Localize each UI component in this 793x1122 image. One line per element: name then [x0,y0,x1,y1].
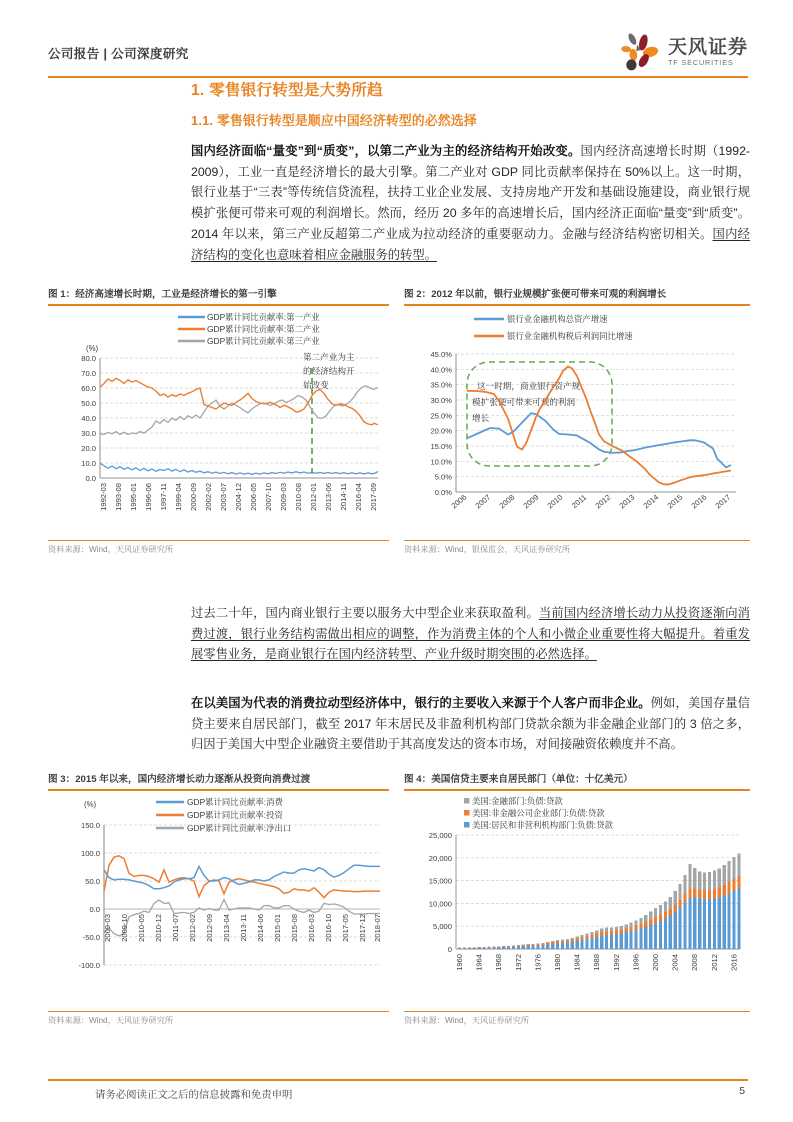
svg-text:银行业金融机构总资产增速: 银行业金融机构总资产增速 [507,313,608,324]
svg-text:2010: 2010 [545,492,565,510]
svg-text:2009-03: 2009-03 [103,913,112,942]
svg-text:20,000: 20,000 [428,853,452,863]
chart-3-yaxis-labels [78,821,100,970]
footer-divider [48,1079,748,1081]
figure-2 [404,286,750,555]
svg-text:1964: 1964 [474,953,484,971]
svg-text:(%): (%) [86,343,99,353]
svg-text:1995-01: 1995-01 [129,482,138,511]
breadcrumb: 公司报告 | 公司深度研究 [48,47,189,61]
svg-text:30.0%: 30.0% [430,395,452,405]
svg-text:40.0: 40.0 [81,413,96,423]
svg-text:(%): (%) [84,799,97,809]
chart-2-series-assets [467,413,731,467]
svg-text:0: 0 [447,944,452,954]
svg-text:15,000: 15,000 [428,876,452,886]
paragraph-3-body: 例如，美国存量信贷主要来自居民部门，截至 2017 年末居民及非盈利机构部门贷款余额为非金融企业部门的 3 倍之多，归因于美国大中型企业融资主要借助于其高度发达的资本市场，对间接融资依赖度并不高。 [191,696,750,752]
svg-text:1999-04: 1999-04 [174,482,183,511]
paragraph-1 [191,141,750,265]
chart-2-legend [474,314,633,341]
figure-2-label: 图 2： [404,289,432,300]
figure-3-label: 图 3： [48,774,76,785]
svg-text:美国:非金融公司企业部门:负债:贷款: 美国:非金融公司企业部门:负债:贷款 [472,807,605,818]
svg-text:2016: 2016 [729,953,739,971]
chart-3-xaxis-labels [103,914,382,942]
svg-text:20.0: 20.0 [81,443,96,453]
page-header [48,30,748,76]
svg-text:0.0: 0.0 [89,904,100,914]
svg-text:1960: 1960 [455,953,464,971]
paragraph-1-underlined: 国内经济结构的变化也意味着相应金融服务的转型。 [191,226,750,262]
svg-text:5.0%: 5.0% [434,472,452,482]
svg-text:2016-03: 2016-03 [307,913,316,942]
figure-2-source: 资料来源：Wind，银保监会，天风证券研究所 [404,540,750,555]
paragraph-1-lead: 国内经济面临“量变”到“质变”，以第二产业为主的经济结构开始改变。 [191,144,581,158]
chart-3-grid [104,822,380,965]
svg-text:2013-06: 2013-06 [324,482,333,511]
svg-text:2002-02: 2002-02 [204,482,213,511]
svg-text:2009-03: 2009-03 [279,482,288,511]
svg-text:2010-05: 2010-05 [137,913,146,942]
svg-text:-50.0: -50.0 [82,932,100,942]
chart-4-canvas [404,791,750,1009]
svg-text:2000-09: 2000-09 [189,482,198,511]
chart-1-series-primary [100,463,378,474]
svg-text:1996: 1996 [631,953,641,971]
svg-text:45.0%: 45.0% [430,349,452,359]
svg-text:2009-10: 2009-10 [120,913,129,942]
svg-text:第二产业为主: 第二产业为主 [303,351,355,362]
svg-text:2012: 2012 [593,492,613,510]
chart-3-series-consumption [104,865,380,889]
figure-1-body [48,306,389,538]
header-divider [48,76,748,78]
svg-text:20.0%: 20.0% [430,426,452,436]
svg-text:5,000: 5,000 [432,921,452,931]
chart-4-bars [458,853,741,948]
svg-text:2007: 2007 [473,492,493,510]
svg-text:2000: 2000 [651,953,660,971]
svg-text:2017-09: 2017-09 [369,482,378,511]
svg-text:1980: 1980 [553,953,562,971]
svg-text:银行业金融机构税后利润同比增速: 银行业金融机构税后利润同比增速 [507,330,633,341]
svg-text:1993-08: 1993-08 [114,482,123,511]
svg-text:美国:金融部门:负债:贷款: 美国:金融部门:负债:贷款 [472,795,563,806]
svg-text:1976: 1976 [533,953,543,971]
logo-chinese-name: 天风证券 [667,36,748,58]
logo-mark-icon [619,32,661,72]
svg-text:2016-04: 2016-04 [354,482,363,511]
figure-3 [48,771,389,1026]
svg-text:的经济结构开: 的经济结构开 [303,365,355,376]
chart-4-yaxis-labels [429,831,452,954]
figure-2-body [404,306,750,538]
svg-text:美国:居民和非营利机构部门:负债:贷款: 美国:居民和非营利机构部门:负债:贷款 [472,819,613,830]
svg-text:2008: 2008 [497,492,517,510]
svg-text:2018-07: 2018-07 [373,913,382,942]
figure-4 [404,771,750,1026]
svg-text:2017-05: 2017-05 [341,913,350,942]
svg-text:50.0: 50.0 [85,876,100,886]
figure-4-source: 资料来源：Wind，天风证券研究所 [404,1011,750,1026]
svg-text:模扩张便可带来可观的利润: 模扩张便可带来可观的利润 [472,396,576,407]
svg-text:10.0%: 10.0% [430,456,452,466]
section-heading-1-1: 1.1. 零售银行转型是顺应中国经济转型的必然选择 [191,113,477,128]
logo-english-name: TF SECURITIES [667,57,734,67]
svg-text:2012-02: 2012-02 [188,913,197,942]
figure-2-caption: 2012 年以前，银行业规模扩张便可带来可观的利润增长 [431,289,667,300]
figure-1-label: 图 1： [48,289,76,300]
svg-text:1997-11: 1997-11 [159,482,168,510]
paragraph-2-underlined: 当前国内经济增长动力从投资逐渐向消费过渡，银行业务结构需做出相应的调整，作为消费主体的个人和小微企业重要性将大幅提升。着重发展零售业务，是商业银行在国内经济转型、产业升级时期突围的必然选择。 [191,606,750,662]
svg-text:0.0: 0.0 [85,473,96,483]
svg-text:增长: 增长 [472,412,490,423]
svg-text:2007-10: 2007-10 [264,482,273,511]
svg-text:2015: 2015 [665,492,685,510]
svg-text:2006-05: 2006-05 [249,482,258,511]
svg-text:1968: 1968 [494,953,504,971]
svg-text:2011: 2011 [569,492,589,510]
chart-1-series-tertiary [100,385,378,434]
svg-text:GDP累计同比贡献率:第二产业: GDP累计同比贡献率:第二产业 [207,323,320,334]
svg-text:10,000: 10,000 [428,898,452,908]
svg-text:2012-01: 2012-01 [309,482,318,511]
svg-text:2016: 2016 [689,492,709,510]
svg-text:2012: 2012 [709,953,719,971]
svg-text:1988: 1988 [592,953,602,971]
figure-1-caption: 经济高速增长时期，工业是经济增长的第一引擎 [75,289,277,300]
svg-text:GDP累计同比贡献率:净出口: GDP累计同比贡献率:净出口 [187,822,292,833]
svg-text:2013-11: 2013-11 [239,913,248,941]
svg-text:2013: 2013 [617,492,637,510]
svg-text:2013-04: 2013-04 [222,913,231,942]
paragraph-2 [191,603,750,665]
svg-text:这一时期，商业银行资产规: 这一时期，商业银行资产规 [477,380,581,391]
chart-1-grid [100,358,378,478]
svg-text:2010-08: 2010-08 [294,482,303,511]
svg-text:2017: 2017 [713,492,733,510]
chart-1-legend [178,312,320,346]
svg-text:1992: 1992 [611,953,621,971]
figure-3-body [48,791,389,1009]
figure-1-source: 资料来源：Wind，天风证券研究所 [48,540,389,555]
svg-text:2014-11: 2014-11 [339,482,348,510]
svg-text:GDP累计同比贡献率:消费: GDP累计同比贡献率:消费 [187,796,283,807]
chart-1-annotation [303,351,355,478]
footer-disclaimer: 请务必阅读正文之后的信息披露和免责申明 [95,1090,293,1101]
chart-2-canvas [404,306,750,538]
svg-text:2014-06: 2014-06 [256,913,265,942]
svg-text:2006: 2006 [449,492,469,510]
svg-text:始改变: 始改变 [303,379,329,390]
company-logo [619,30,748,74]
chart-4-xaxis-labels [455,954,738,971]
svg-text:50.0: 50.0 [81,398,96,408]
svg-text:2016-10: 2016-10 [324,913,333,942]
svg-text:80.0: 80.0 [81,353,96,363]
svg-text:15.0%: 15.0% [430,441,452,451]
svg-text:1996-06: 1996-06 [144,482,153,511]
figure-4-body [404,791,750,1009]
svg-text:100.0: 100.0 [80,848,100,858]
chart-2-yaxis-labels [430,350,452,497]
figure-3-title [48,771,389,787]
figure-1-title [48,286,389,302]
figure-4-label: 图 4： [404,774,432,785]
svg-text:1972: 1972 [513,953,523,971]
svg-text:10.0: 10.0 [81,458,96,468]
svg-text:0.0%: 0.0% [434,487,452,497]
chart-1-yaxis-labels [81,354,96,483]
svg-text:GDP累计同比贡献率:第三产业: GDP累计同比贡献率:第三产业 [207,335,320,346]
svg-text:GDP累计同比贡献率:第一产业: GDP累计同比贡献率:第一产业 [207,311,320,322]
svg-text:2015-01: 2015-01 [273,913,282,942]
svg-text:2008: 2008 [690,953,700,971]
paragraph-1-body: 国内经济高速增长时期（1992-2009），工业一直是经济增长的最大引擎。第二产业对 GDP 同比贡献率保持在 50%以上。这一时期，银行业基于“三表”等传统信贷流程，扶持工业企业发展、支持房地产开发和基础设施建设，商业银行规模扩张便可带来可观的利润增长。然而，经历 20 多年的高速增长后，国内经济正面临“量变”到“质变”。2014 年以来，第三产业反超第二产业成为拉动经济的重要驱动力。金融与经济结构密切相关。 [191,144,750,241]
svg-text:1992-03: 1992-03 [99,482,108,511]
svg-text:70.0: 70.0 [81,368,96,378]
svg-text:-100.0: -100.0 [78,960,100,970]
footer-page-number: 5 [739,1086,745,1097]
chart-3-legend [156,797,291,833]
figure-3-caption: 2015 年以来，国内经济增长动力逐渐从投资向消费过渡 [75,774,311,785]
svg-text:25.0%: 25.0% [430,410,452,420]
svg-text:2015-08: 2015-08 [290,913,299,942]
svg-text:150.0: 150.0 [80,820,100,830]
figure-2-title [404,286,750,302]
svg-text:2004-12: 2004-12 [234,482,243,511]
figure-4-title [404,771,750,787]
svg-text:2017-12: 2017-12 [358,913,367,942]
svg-text:2012-09: 2012-09 [205,913,214,942]
svg-text:30.0: 30.0 [81,428,96,438]
chart-1-xaxis-labels [99,483,378,511]
paragraph-2-lead: 过去二十年，国内商业银行主要以服务大中型企业来获取盈利。 [191,606,539,620]
svg-text:1984: 1984 [572,953,582,971]
section-heading-1: 1. 零售银行转型是大势所趋 [191,82,383,99]
svg-text:2014: 2014 [641,492,661,510]
figure-1 [48,286,389,555]
svg-text:2003-07: 2003-07 [219,482,228,511]
figure-3-source: 资料来源：Wind，天风证券研究所 [48,1011,389,1026]
chart-3-canvas [48,791,389,1009]
svg-text:2009: 2009 [521,492,541,510]
paragraph-3 [191,693,750,755]
svg-text:35.0%: 35.0% [430,380,452,390]
chart-2-grid [456,354,736,492]
svg-text:2010-12: 2010-12 [154,913,163,942]
svg-text:2004: 2004 [670,953,680,971]
chart-4-legend [464,796,614,830]
chart-2-annotation-text [472,380,581,423]
svg-text:25,000: 25,000 [428,830,452,840]
svg-text:40.0%: 40.0% [430,364,452,374]
chart-1-canvas [48,306,389,538]
figure-4-caption: 美国信贷主要来自居民部门（单位：十亿美元） [431,774,633,785]
paragraph-3-lead: 在以美国为代表的消费拉动型经济体中，银行的主要收入来源于个人客户而非企业。 [191,696,651,710]
chart-2-xaxis-labels [450,492,733,510]
svg-text:GDP累计同比贡献率:投资: GDP累计同比贡献率:投资 [187,809,283,820]
svg-text:2011-07: 2011-07 [171,913,180,941]
svg-text:60.0: 60.0 [81,383,96,393]
chart-3-series-investment [104,855,380,897]
